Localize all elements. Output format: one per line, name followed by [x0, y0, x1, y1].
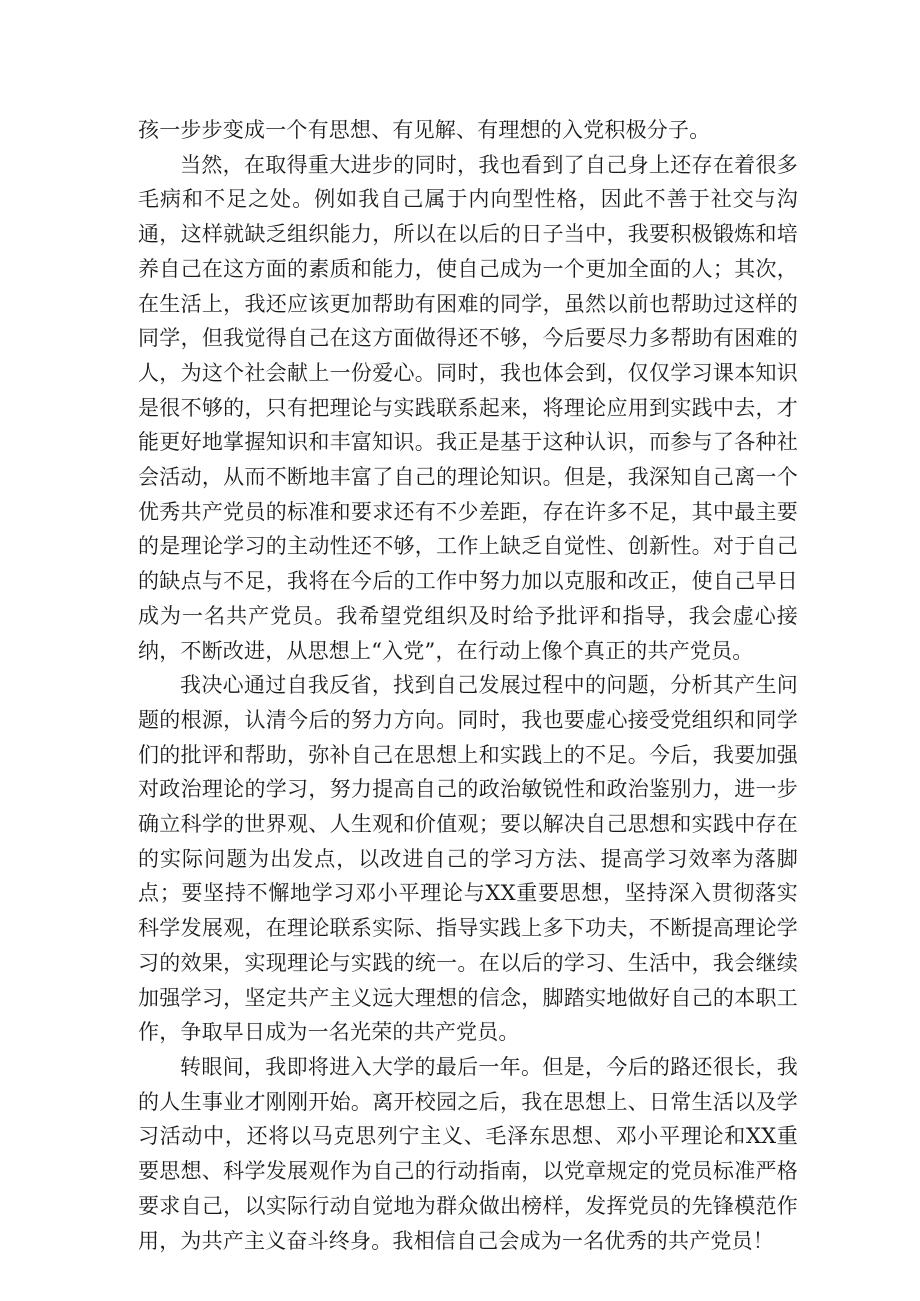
document-body	[138, 113, 798, 1258]
paragraph-conclusion: 转眼间，我即将进入大学的最后一年。但是，今后的路还很长，我的人生事业才刚刚开始。离开校园之后，我在思想上、日常生活以及学习活动中，还将以马克思列宁主义、毛泽东思想、邓小平理论和XX重要思想、科学发展观作为自己的行动指南，以党章规定的党员标准严格要求自己，以实际行动自觉地为群众做出榜样，发挥党员的先锋模范作用，为共产主义奋斗终身。我相信自己会成为一名优秀的共产党员！	[138, 1054, 798, 1253]
paragraph-shortcomings: 当然，在取得重大进步的同时，我也看到了自己身上还存在着很多毛病和不足之处。例如我自己属于内向型性格，因此不善于社交与沟通，这样就缺乏组织能力，所以在以后的日子当中，我要积极锻炼和培养自己在这方面的素质和能力，使自己成为一个更加全面的人；其次，在生活上，我还应该更加帮助有困难的同学，虽然以前也帮助过这样的同学，但我觉得自己在这方面做得还不够，今后要尽力多帮助有困难的人，为这个社会献上一份爱心。同时，我也体会到，仅仅学习课本知识是很不够的，只有把理论与实践联系起来，将理论应用到实践中去，才能更好地掌握知识和丰富知识。我正是基于这种认识，而参与了各种社会活动，从而不断地丰富了自己的理论知识。但是，我深知自己离一个优秀共产党员的标准和要求还有不少差距，存在许多不足，其中最主要的是理论学习的主动性还不够，工作上缺乏自觉性、创新性。对于自己的缺点与不足，我将在今后的工作中努力加以克服和改正，使自己早日成为一名共产党员。我希望党组织及时给予批评和指导，我会虚心接纳，不断改进，从思想上“入党”，在行动上像个真正的共产党员。	[138, 152, 798, 663]
paragraph-continuation: 孩一步步变成一个有思想、有见解、有理想的入党积极分子。	[138, 118, 711, 142]
paragraph-self-reflection: 我决心通过自我反省，找到自己发展过程中的问题，分析其产生问题的根源，认清今后的努力方向。同时，我也要虚心接受党组织和同学们的批评和帮助，弥补自己在思想上和实践上的不足。今后，我要加强对政治理论的学习，努力提高自己的政治敏锐性和政治鉴别力，进一步确立科学的世界观、人生观和价值观；要以解决自己思想和实践中存在的实际问题为出发点，以改进自己的学习方法、提高学习效率为落脚点；要坚持不懈地学习邓小平理论与XX重要思想，坚持深入贯彻落实科学发展观，在理论联系实际、指导实践上多下功夫，不断提高理论学习的效果，实现理论与实践的统一。在以后的学习、生活中，我会继续加强学习，坚定共产主义远大理想的信念，脚踏实地做好自己的本职工作，争取早日成为一名光荣的共产党员。	[138, 673, 798, 1045]
